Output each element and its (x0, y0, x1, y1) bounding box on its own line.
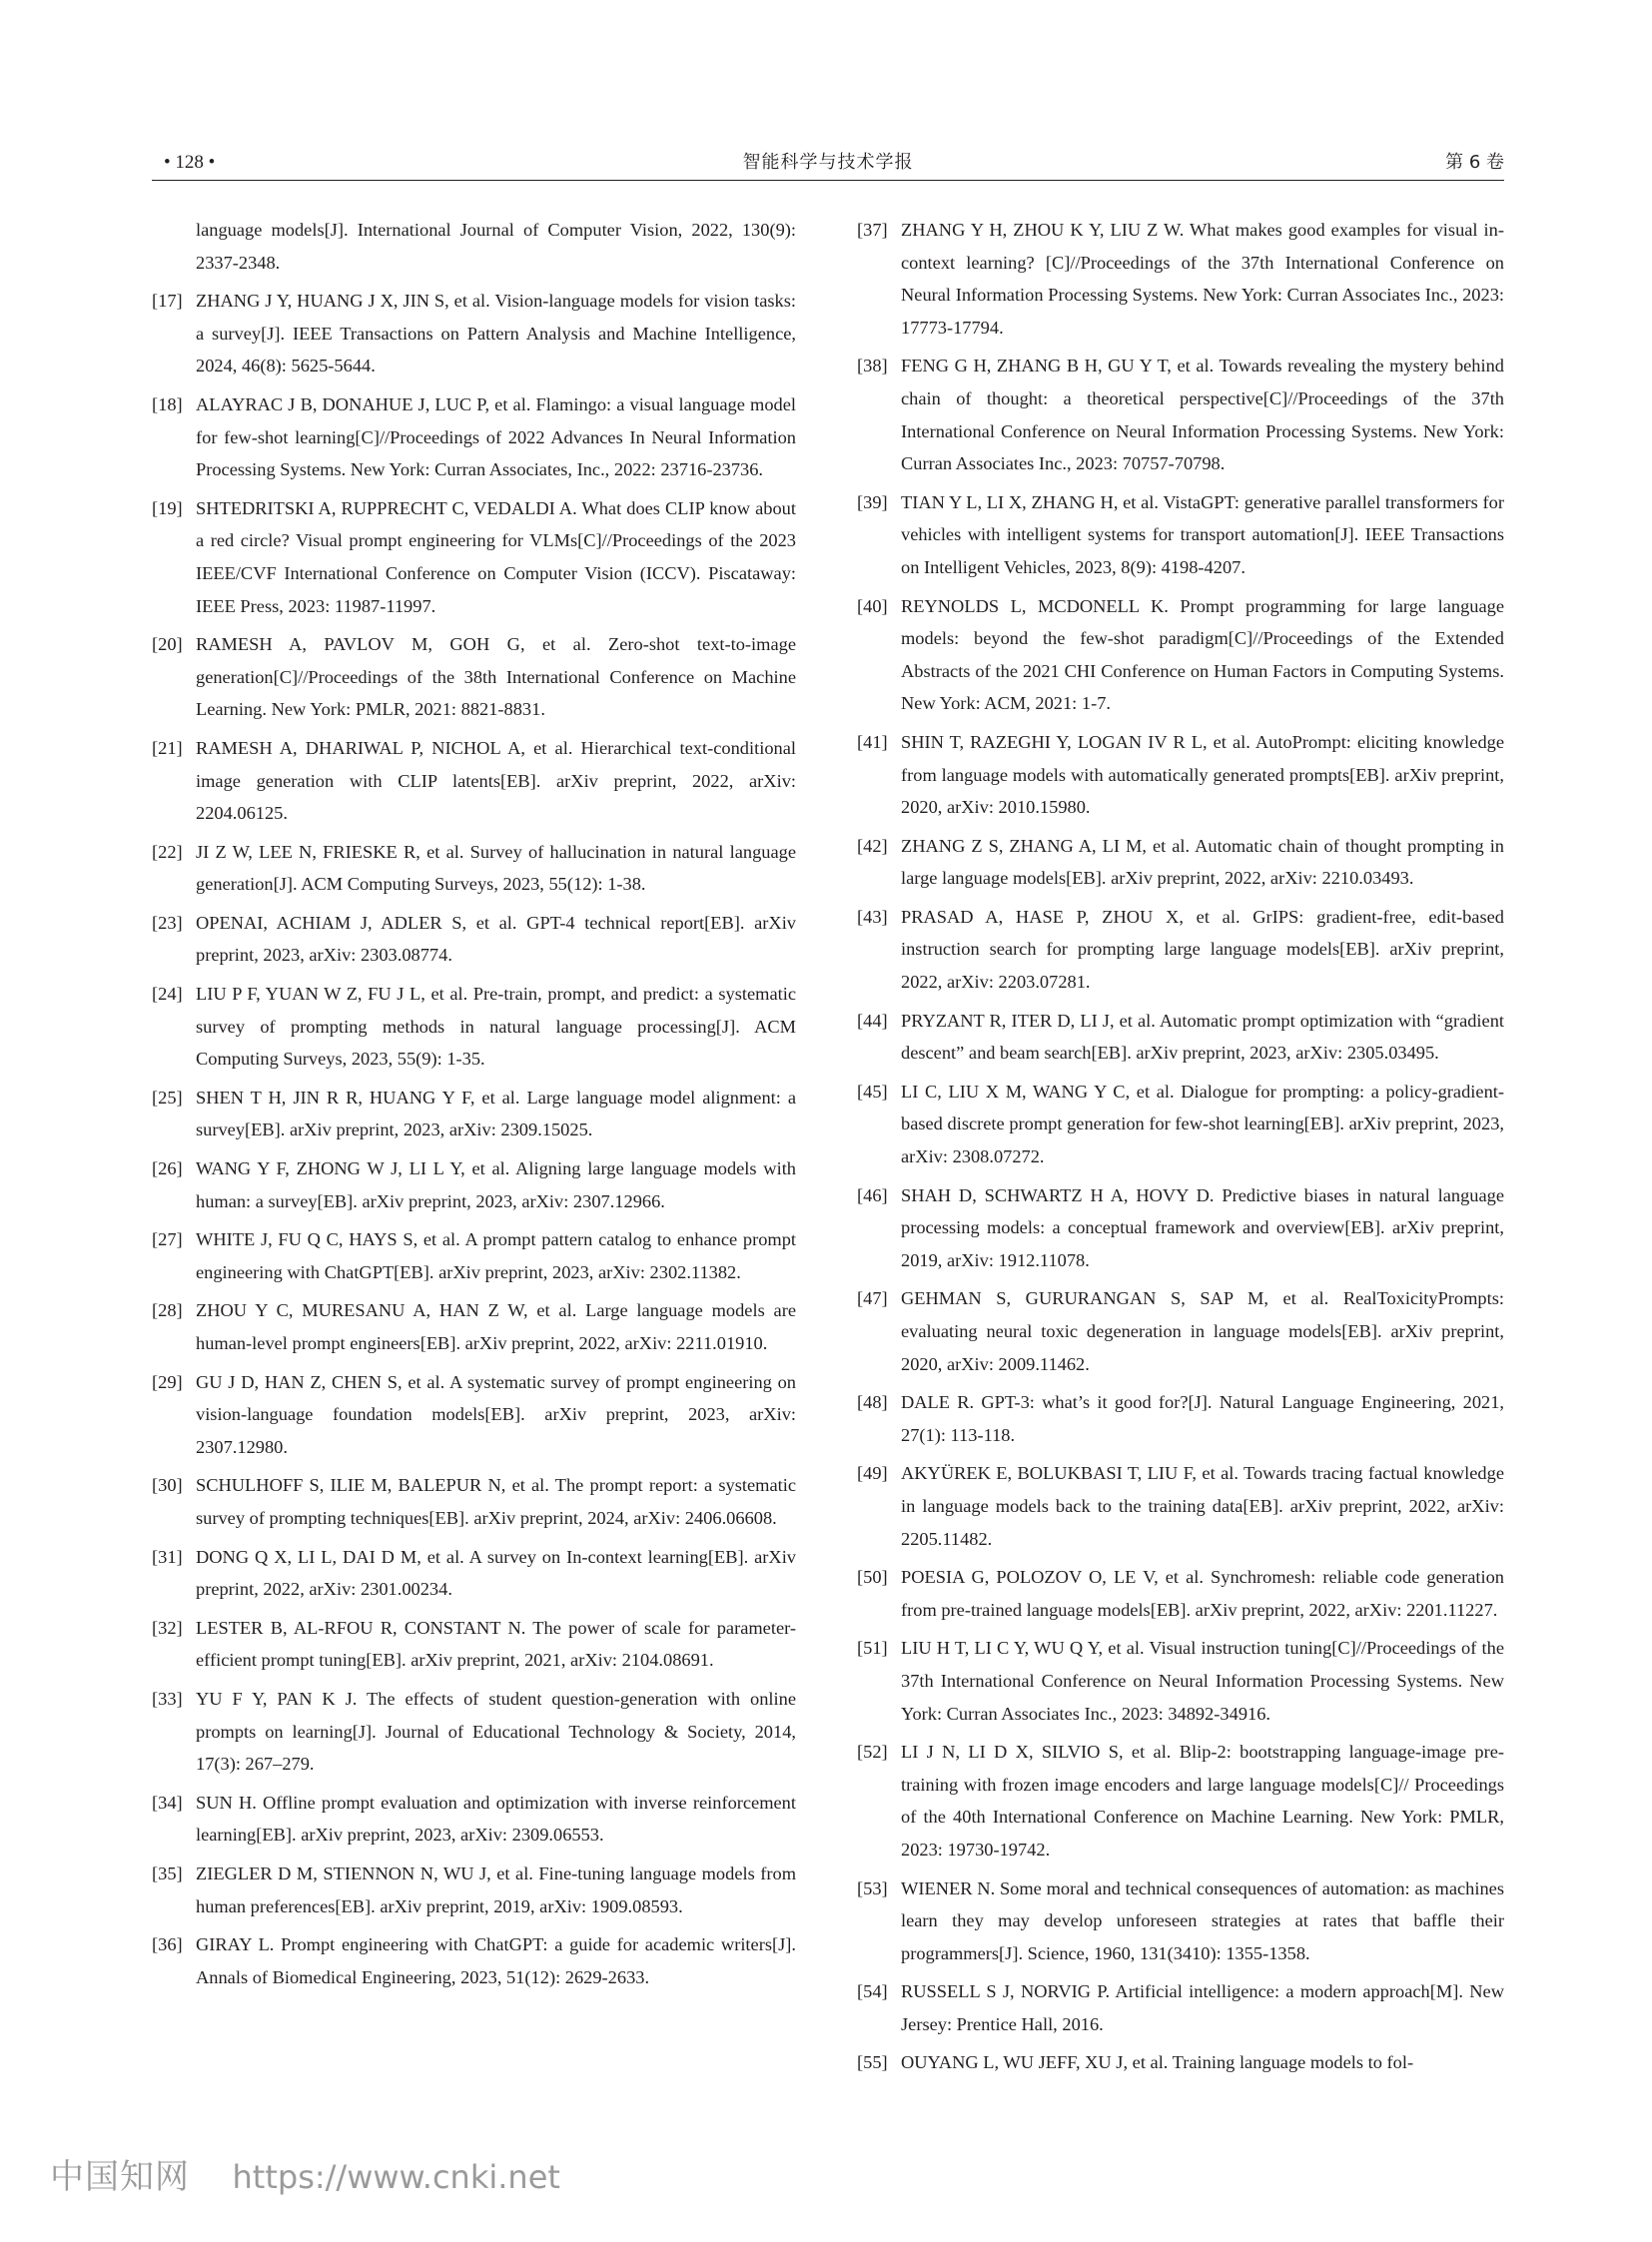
reference-entry (857, 1975, 1504, 2040)
references-left-column (152, 214, 796, 1999)
reference-text: RUSSELL S J, NORVIG P. Artificial intelligence: a modern approach[M]. New Jersey: Prentice Hall, 2016. (901, 1981, 1504, 2034)
reference-text: LIU P F, YUAN W Z, FU J L, et al. Pre-train, prompt, and predict: a systematic survey of prompting methods in natural language processing[J]. ACM Computing Surveys, 2023, 55(9): 1-35. (196, 984, 796, 1070)
reference-number: [17] (152, 291, 183, 312)
reference-entry (857, 726, 1504, 824)
reference-number: [30] (152, 1475, 183, 1496)
reference-entry (152, 388, 796, 486)
reference-number: [45] (857, 1081, 888, 1102)
reference-entry (857, 1457, 1504, 1555)
reference-entry (857, 830, 1504, 895)
reference-number: [28] (152, 1300, 183, 1321)
reference-entry (857, 1005, 1504, 1070)
reference-entry (152, 1787, 796, 1852)
reference-entry (152, 214, 796, 279)
reference-text: TIAN Y L, LI X, ZHANG H, et al. VistaGPT: generative parallel transformers for vehicles with intelligent systems for transport automation[J]. IEEE Transactions on Intelligent Vehicles, 2023, 8(9): 4198-4207. (901, 491, 1504, 577)
reference-entry (152, 1612, 796, 1677)
reference-number: [35] (152, 1863, 183, 1883)
reference-entry (857, 2046, 1504, 2079)
reference-text: AKYÜREK E, BOLUKBASI T, LIU F, et al. Towards tracing factual knowledge in language models back to the training data[EB]. arXiv preprint, 2022, arXiv: 2205.11482. (901, 1463, 1504, 1549)
reference-number: [54] (857, 1981, 888, 2002)
reference-entry (152, 1683, 796, 1781)
reference-number: [53] (857, 1877, 888, 1898)
journal-title: 智能科学与技术学报 (742, 152, 914, 173)
reference-text: REYNOLDS L, MCDONELL K. Prompt programming for large language models: beyond the few-shot paradigm[C]//Proceedings of the Extended Abstracts of the 2021 CHI Conference on Human Factors in Computing Systems. New York: ACM, 2021: 1-7. (901, 595, 1504, 714)
page-header (152, 150, 1504, 181)
reference-entry (152, 907, 796, 972)
reference-entry (857, 1179, 1504, 1277)
page-number: • 128 • (164, 152, 216, 173)
reference-number: [23] (152, 912, 183, 933)
reference-number: [18] (152, 393, 183, 414)
reference-number: [27] (152, 1229, 183, 1250)
reference-entry (152, 628, 796, 726)
reference-number: [50] (857, 1567, 888, 1588)
reference-text: WHITE J, FU Q C, HAYS S, et al. A prompt pattern catalog to enhance prompt engineering with ChatGPT[EB]. arXiv preprint, 2023, arXiv: 2302.11382. (196, 1229, 796, 1282)
volume-label: 第 6 卷 (1445, 152, 1504, 173)
reference-entry (857, 1736, 1504, 1866)
reference-text: RAMESH A, DHARIWAL P, NICHOL A, et al. Hierarchical text-conditional image generation with CLIP latents[EB]. arXiv preprint, 2022, arXiv: 2204.06125. (196, 737, 796, 824)
reference-number: [41] (857, 731, 888, 752)
reference-entry (152, 1928, 796, 1993)
reference-entry (152, 1469, 796, 1534)
reference-entry (152, 836, 796, 901)
reference-entry (857, 901, 1504, 999)
reference-number: [39] (857, 491, 888, 512)
reference-text: GEHMAN S, GURURANGAN S, SAP M, et al. RealToxicityPrompts: evaluating neural toxic degeneration in language models[EB]. arXiv preprint, 2020, arXiv: 2009.11462. (901, 1288, 1504, 1374)
reference-entry (857, 1076, 1504, 1173)
reference-text: LI J N, LI D X, SILVIO S, et al. Blip-2: bootstrapping language-image pre-training with frozen image encoders and large language models[C]// Proceedings of the 40th International Conference on Machine Learning. New York: PMLR, 2023: 19730-19742. (901, 1742, 1504, 1860)
reference-text: YU F Y, PAN K J. The effects of student question-generation with online prompts on learning[J]. Journal of Educational Technology & Society, 2014, 17(3): 267–279. (196, 1688, 796, 1775)
reference-number: [38] (857, 356, 888, 376)
reference-text: WANG Y F, ZHONG W J, LI L Y, et al. Aligning large language models with human: a survey[EB]. arXiv preprint, 2023, arXiv: 2307.12966. (196, 1158, 796, 1211)
reference-text: LI C, LIU X M, WANG Y C, et al. Dialogue for prompting: a policy-gradient-based discrete prompt generation for few-shot learning[EB]. arXiv preprint, 2023, arXiv: 2308.07272. (901, 1081, 1504, 1167)
reference-entry (857, 1561, 1504, 1626)
reference-entry (152, 1082, 796, 1146)
reference-text: LIU H T, LI C Y, WU Q Y, et al. Visual instruction tuning[C]//Proceedings of the 37th International Conference on Neural Information Processing Systems. New York: Curran Associates Inc., 2023: 34892-34916. (901, 1638, 1504, 1724)
reference-entry (152, 1858, 796, 1922)
reference-entry (152, 1223, 796, 1288)
reference-text: RAMESH A, PAVLOV M, GOH G, et al. Zero-shot text-to-image generation[C]//Proceedings of the 38th International Conference on Machine Learning. New York: PMLR, 2021: 8821-8831. (196, 634, 796, 720)
reference-number: [48] (857, 1392, 888, 1413)
reference-entry (857, 214, 1504, 344)
reference-text: ZHANG J Y, HUANG J X, JIN S, et al. Vision-language models for vision tasks: a survey[J]. IEEE Transactions on Pattern Analysis and Machine Intelligence, 2024, 46(8): 5625-5644. (196, 291, 796, 376)
reference-entry (152, 1541, 796, 1606)
reference-number: [29] (152, 1371, 183, 1392)
reference-text: LESTER B, AL-RFOU R, CONSTANT N. The power of scale for parameter-efficient prompt tuning[EB]. arXiv preprint, 2021, arXiv: 2104.08691. (196, 1617, 796, 1671)
reference-entry (152, 1152, 796, 1217)
reference-entry (857, 1282, 1504, 1380)
reference-number: [51] (857, 1638, 888, 1659)
reference-number: [49] (857, 1463, 888, 1484)
reference-text: JI Z W, LEE N, FRIESKE R, et al. Survey of hallucination in natural language generation[J]. ACM Computing Surveys, 2023, 55(12): 1-38. (196, 841, 796, 895)
reference-number: [36] (152, 1934, 183, 1955)
reference-entry (857, 590, 1504, 720)
reference-entry (152, 285, 796, 382)
reference-entry (152, 732, 796, 830)
reference-number: [22] (152, 841, 183, 862)
reference-text: OUYANG L, WU JEFF, XU J, et al. Training language models to fol- (901, 2052, 1414, 2073)
reference-entry (152, 978, 796, 1076)
reference-number: [55] (857, 2052, 888, 2073)
watermark-url: https://www.cnki.net (232, 2158, 560, 2196)
reference-text: language models[J]. International Journal of Computer Vision, 2022, 130(9): 2337-2348. (196, 220, 796, 273)
reference-text: SHAH D, SCHWARTZ H A, HOVY D. Predictive biases in natural language processing models: a conceptual framework and overview[EB]. arXiv preprint, 2019, arXiv: 1912.11078. (901, 1184, 1504, 1270)
reference-number: [44] (857, 1010, 888, 1031)
reference-text: ZHANG Y H, ZHOU K Y, LIU Z W. What makes good examples for visual in-context learning? [C]//Proceedings of the 37th International Conference on Neural Information Processing Systems. New York: Curran Associates Inc., 2023: 17773-17794. (901, 220, 1504, 338)
reference-number: [40] (857, 595, 888, 616)
reference-number: [33] (152, 1688, 183, 1709)
reference-text: ZIEGLER D M, STIENNON N, WU J, et al. Fine-tuning language models from human preferences[EB]. arXiv preprint, 2019, arXiv: 1909.08593. (196, 1863, 796, 1916)
reference-text: GU J D, HAN Z, CHEN S, et al. A systematic survey of prompt engineering on vision-language foundation models[EB]. arXiv preprint, 2023, arXiv: 2307.12980. (196, 1371, 796, 1457)
reference-text: ALAYRAC J B, DONAHUE J, LUC P, et al. Flamingo: a visual language model for few-shot learning[C]//Proceedings of 2022 Advances In Neural Information Processing Systems. New York: Curran Associates, Inc., 2022: 23716-23736. (196, 393, 796, 480)
reference-number: [46] (857, 1184, 888, 1205)
reference-entry (857, 486, 1504, 584)
reference-number: [20] (152, 634, 183, 655)
reference-number: [21] (152, 737, 183, 758)
reference-entry (857, 1872, 1504, 1970)
reference-text: DALE R. GPT-3: what’s it good for?[J]. Natural Language Engineering, 2021, 27(1): 113-118. (901, 1392, 1504, 1445)
reference-number: [52] (857, 1742, 888, 1763)
reference-text: ZHANG Z S, ZHANG A, LI M, et al. Automatic chain of thought prompting in large language models[EB]. arXiv preprint, 2022, arXiv: 2210.03493. (901, 835, 1504, 889)
reference-text: OPENAI, ACHIAM J, ADLER S, et al. GPT-4 technical report[EB]. arXiv preprint, 2023, arXiv: 2303.08774. (196, 912, 796, 966)
reference-entry (857, 1386, 1504, 1451)
reference-text: SUN H. Offline prompt evaluation and optimization with inverse reinforcement learning[EB]. arXiv preprint, 2023, arXiv: 2309.06553. (196, 1792, 796, 1846)
reference-entry (857, 1632, 1504, 1730)
reference-text: DONG Q X, LI L, DAI D M, et al. A survey on In-context learning[EB]. arXiv preprint, 2022, arXiv: 2301.00234. (196, 1546, 796, 1600)
reference-text: GIRAY L. Prompt engineering with ChatGPT: a guide for academic writers[J]. Annals of Biomedical Engineering, 2023, 51(12): 2629-2633. (196, 1934, 796, 1987)
reference-entry (152, 492, 796, 622)
reference-number: [26] (152, 1158, 183, 1179)
reference-text: SHTEDRITSKI A, RUPPRECHT C, VEDALDI A. What does CLIP know about a red circle? Visual prompt engineering for VLMs[C]//Proceedings of the 2023 IEEE/CVF International Conference on Computer Vision (ICCV). Piscataway: IEEE Press, 2023: 11987-11997. (196, 497, 796, 616)
reference-number: [19] (152, 497, 183, 518)
reference-text: ZHOU Y C, MURESANU A, HAN Z W, et al. Large language models are human-level prompt engineers[EB]. arXiv preprint, 2022, arXiv: 2211.01910. (196, 1300, 796, 1353)
reference-number: [25] (152, 1087, 183, 1108)
reference-number: [43] (857, 906, 888, 927)
reference-entry (857, 350, 1504, 479)
reference-text: FENG G H, ZHANG B H, GU Y T, et al. Towards revealing the mystery behind chain of thought: a theoretical perspective[C]//Proceedings of the 37th International Conference on Neural Information Processing Systems. New York: Curran Associates Inc., 2023: 70757-70798. (901, 356, 1504, 474)
reference-text: POESIA G, POLOZOV O, LE V, et al. Synchromesh: reliable code generation from pre-trained language models[EB]. arXiv preprint, 2022, arXiv: 2201.11227. (901, 1567, 1504, 1620)
cnki-watermark (50, 2157, 560, 2198)
reference-number: [47] (857, 1288, 888, 1309)
reference-entry (152, 1366, 796, 1464)
reference-text: SHEN T H, JIN R R, HUANG Y F, et al. Large language model alignment: a survey[EB]. arXiv preprint, 2023, arXiv: 2309.15025. (196, 1087, 796, 1140)
reference-text: SHIN T, RAZEGHI Y, LOGAN IV R L, et al. AutoPrompt: eliciting knowledge from language models with automatically generated prompts[EB]. arXiv preprint, 2020, arXiv: 2010.15980. (901, 731, 1504, 818)
watermark-site-name: 中国知网 (50, 2157, 190, 2197)
reference-number: [42] (857, 835, 888, 856)
reference-number: [37] (857, 220, 888, 240)
reference-number: [24] (152, 984, 183, 1005)
reference-number: [34] (152, 1792, 183, 1813)
reference-entry (152, 1294, 796, 1359)
reference-text: SCHULHOFF S, ILIE M, BALEPUR N, et al. The prompt report: a systematic survey of prompting techniques[EB]. arXiv preprint, 2024, arXiv: 2406.06608. (196, 1475, 796, 1528)
reference-text: PRASAD A, HASE P, ZHOU X, et al. GrIPS: gradient-free, edit-based instruction search for prompting large language models[EB]. arXiv preprint, 2022, arXiv: 2203.07281. (901, 906, 1504, 993)
reference-number: [32] (152, 1617, 183, 1638)
references-right-column (857, 214, 1504, 2085)
reference-text: PRYZANT R, ITER D, LI J, et al. Automatic prompt optimization with “gradient descent” and beam search[EB]. arXiv preprint, 2023, arXiv: 2305.03495. (901, 1010, 1504, 1064)
reference-number: [31] (152, 1546, 183, 1567)
reference-text: WIENER N. Some moral and technical consequences of automation: as machines learn they may develop unforeseen strategies at rates that baffle their programmers[J]. Science, 1960, 131(3410): 1355-1358. (901, 1877, 1504, 1963)
